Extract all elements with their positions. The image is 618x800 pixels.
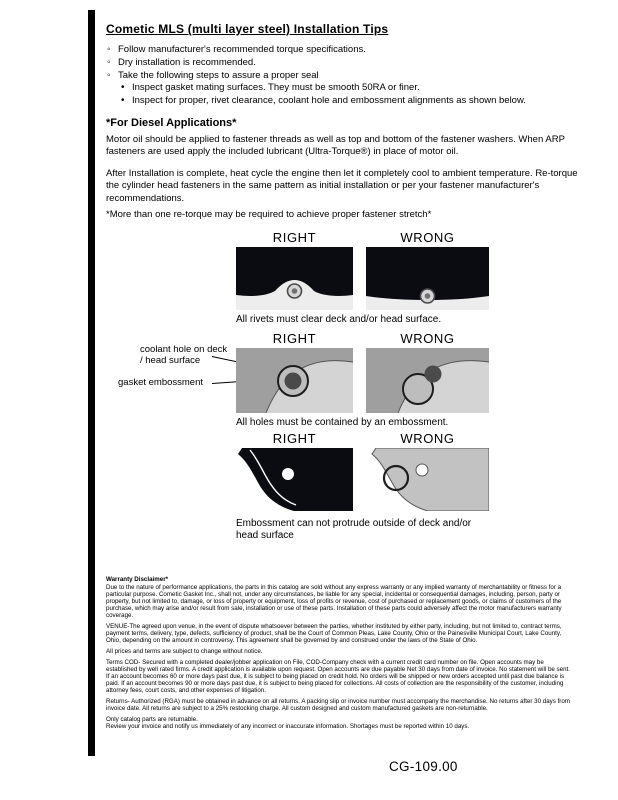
wrong-label-row1: WRONG <box>400 230 455 245</box>
rivet-clearance-right-illustration <box>236 247 353 310</box>
rivet-clearance-wrong-illustration <box>366 247 489 310</box>
disclaimer-heading: Warranty Disclaimer* <box>106 576 169 583</box>
hole-embossment-wrong-illustration <box>366 348 489 413</box>
list-item: • Inspect for proper, rivet clearance, coolant hole and embossment alignments as shown below. <box>106 95 588 108</box>
right-label-row1: RIGHT <box>272 230 317 245</box>
wrong-label-row3: WRONG <box>400 431 455 446</box>
disclaimer-paragraph: Review your invoice and notify us immediately of any incorrect or inaccurate information. Shortages must be reported within 10 days. <box>106 723 470 730</box>
left-margin-bar <box>88 10 95 756</box>
diesel-paragraph-1: Motor oil should be applied to fastener threads as well as top and bottom of the fastener washers. When ARP fasteners are used apply the included lubricant (Ultra-Torque®) in place of motor oil. <box>106 134 565 158</box>
list-item: ◦ Dry installation is recommended. <box>106 57 588 70</box>
gasket-embossment-label: gasket embossment <box>118 377 204 388</box>
page-title: Cometic MLS (multi layer steel) Installation Tips <box>106 22 389 36</box>
diesel-paragraph-2: After Installation is complete, heat cycle the engine then let it completely cool to ambient temperature. Re-torque the cylinder head fasteners in the same pattern as initial installation or per your fastener manufacturer's recommendations. <box>106 168 578 204</box>
diesel-applications-heading: *For Diesel Applications* <box>106 117 237 129</box>
wrong-label-row2: WRONG <box>400 331 455 346</box>
disclaimer-paragraph: Only catalog parts are returnable. <box>106 716 198 723</box>
disclaimer-paragraph: VENUE-The agreed upon venue, in the event of dispute whatsoever between the parties, whether instituted by either party, including, but not limited to, contract terms, payment terms, delivery, type, defects, sufficiency of product, shall be the Court of Common Pleas, Lake County, Ohio or the Painesville Municipal Court, Lake County, Ohio, depending on the amount in controversy. This agreement shall be governed by and construed under the laws of the State of Ohio. <box>106 623 562 644</box>
caption-protrusion: Embossment can not protrude outside of deck and/or head surface <box>236 518 472 541</box>
right-label-row2: RIGHT <box>272 331 317 346</box>
warranty-disclaimer <box>106 576 574 734</box>
right-label-row3: RIGHT <box>272 431 317 446</box>
list-item: ◦ Follow manufacturer's recommended torque specifications. <box>106 44 588 57</box>
caption-holes: All holes must be contained by an embossment. <box>236 417 449 428</box>
page-code: CG-109.00 <box>389 759 458 774</box>
disclaimer-paragraph: Terms COD- Secured with a completed dealer/jobber application on File, COD-Company check with a current credit card number on file. Open accounts may be established by well rated firms. A credit application is available upon request. Open accounts are due payable Net 30 days from date of invoice. No statement will be sent. If an account becomes 60 or more days past due, it is subject to being placed on credit hold. No orders will be shipped or new orders accepted until past due balance is paid. If an account becomes 90 or more days past due, it is subject to being placed for collections. All costs of collection are the responsibility of the customer, including attorney fees, court costs, and other expenses of litigation. <box>106 659 570 694</box>
coolant-hole-label: coolant hole on deck / head surface <box>140 344 228 366</box>
list-item: ◦ Take the following steps to assure a proper seal <box>106 70 588 83</box>
list-item: • Inspect gasket mating surfaces. They must be smooth 50RA or finer. <box>106 82 588 95</box>
disclaimer-paragraph: Returns- Authorized (RGA) must be obtained in advance on all returns. A packing slip or invoice number must accompany the merchandise. No returns after 30 days from invoice date. All returns are subject to a 25% restocking charge. All custom designed and custom manufactured gaskets are non-returnable. <box>106 698 570 712</box>
installation-tips-list <box>106 44 588 108</box>
retorque-note: *More than one re-torque may be required to achieve proper fastener stretch* <box>106 209 432 220</box>
caption-rivets: All rivets must clear deck and/or head surface. <box>236 314 442 325</box>
embossment-protrusion-right-illustration <box>236 448 353 511</box>
disclaimer-paragraph: Due to the nature of performance applications, the parts in this catalog are sold without any express warranty or any implied warranty of merchantability or fitness for a particular purpose. Cometic Gasket Inc., shall not, under any circumstances, be liable for any special, incidental or consequential damages, including, person, party or property, but not limited to, damage, or loss of property or equipment, loss of profits or revenue, cost of purchased or replacement goods, or claims of customers of the purchase, which may arise and/or result from sale, installation or use of these parts. Installation of these parts could adversely affect the motor manufacturers warranty coverage. <box>106 584 562 619</box>
hole-embossment-right-illustration <box>236 348 353 413</box>
embossment-protrusion-wrong-illustration <box>366 448 489 511</box>
disclaimer-paragraph: All prices and terms are subject to change without notice. <box>106 648 263 655</box>
